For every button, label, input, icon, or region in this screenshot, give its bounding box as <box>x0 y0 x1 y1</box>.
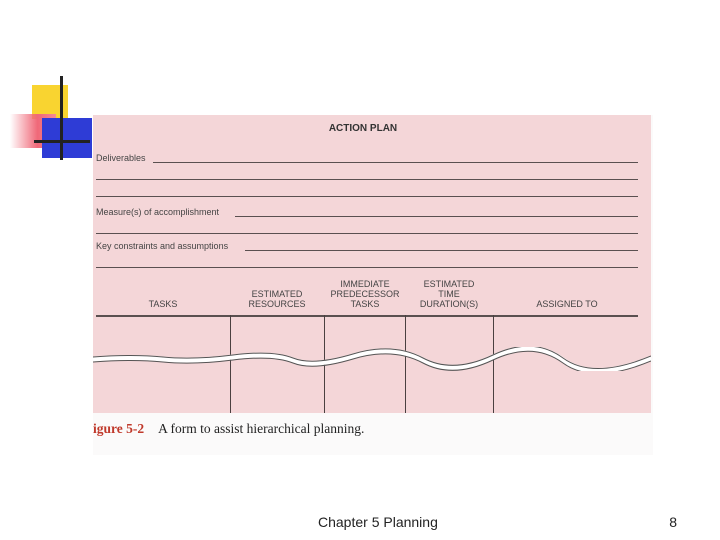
col-duration <box>409 279 489 309</box>
table-header-line <box>96 315 638 317</box>
constraints-label: Key constraints and assumptions <box>96 241 229 251</box>
col-resources-line2: RESOURCES <box>248 299 306 309</box>
form-line <box>96 196 638 197</box>
vertical-line <box>60 76 63 160</box>
col-duration-line1: ESTIMATED <box>423 279 475 289</box>
form-line <box>96 267 638 268</box>
measures-line <box>235 216 638 217</box>
col-predecessor-line1: IMMEDIATE <box>340 279 390 289</box>
horizontal-line <box>34 140 90 143</box>
col-predecessor-line3: TASKS <box>350 299 380 309</box>
blue-square <box>42 118 92 158</box>
constraints-line <box>245 250 638 251</box>
figure-caption <box>93 421 364 437</box>
col-tasks <box>133 299 193 309</box>
col-duration-line3: DURATION(S) <box>419 299 479 309</box>
page-number: 8 <box>669 514 677 530</box>
col-resources-line1: ESTIMATED <box>251 289 303 299</box>
caption-text: A form to assist hierarchical planning. <box>158 421 365 436</box>
form-title: ACTION PLAN <box>328 123 398 134</box>
col-predecessor <box>325 279 405 309</box>
caption-number: igure 5-2 <box>93 421 145 436</box>
logo-decoration <box>8 76 98 166</box>
action-plan-form <box>93 115 651 413</box>
col-predecessor-line2: PREDECESSOR <box>330 289 400 299</box>
col-tasks-label: TASKS <box>148 299 178 309</box>
deliverables-label: Deliverables <box>96 153 146 163</box>
col-duration-line2: TIME <box>438 289 460 299</box>
figure-image <box>93 115 653 455</box>
form-line <box>96 233 638 234</box>
footer-title: Chapter 5 Planning <box>318 514 438 530</box>
col-resources <box>239 289 315 309</box>
deliverables-line <box>153 162 638 163</box>
form-line <box>96 179 638 180</box>
col-assigned <box>523 299 611 309</box>
measures-label: Measure(s) of accomplishment <box>96 207 220 217</box>
torn-edge-wave <box>93 347 651 371</box>
col-assigned-label: ASSIGNED TO <box>536 299 598 309</box>
